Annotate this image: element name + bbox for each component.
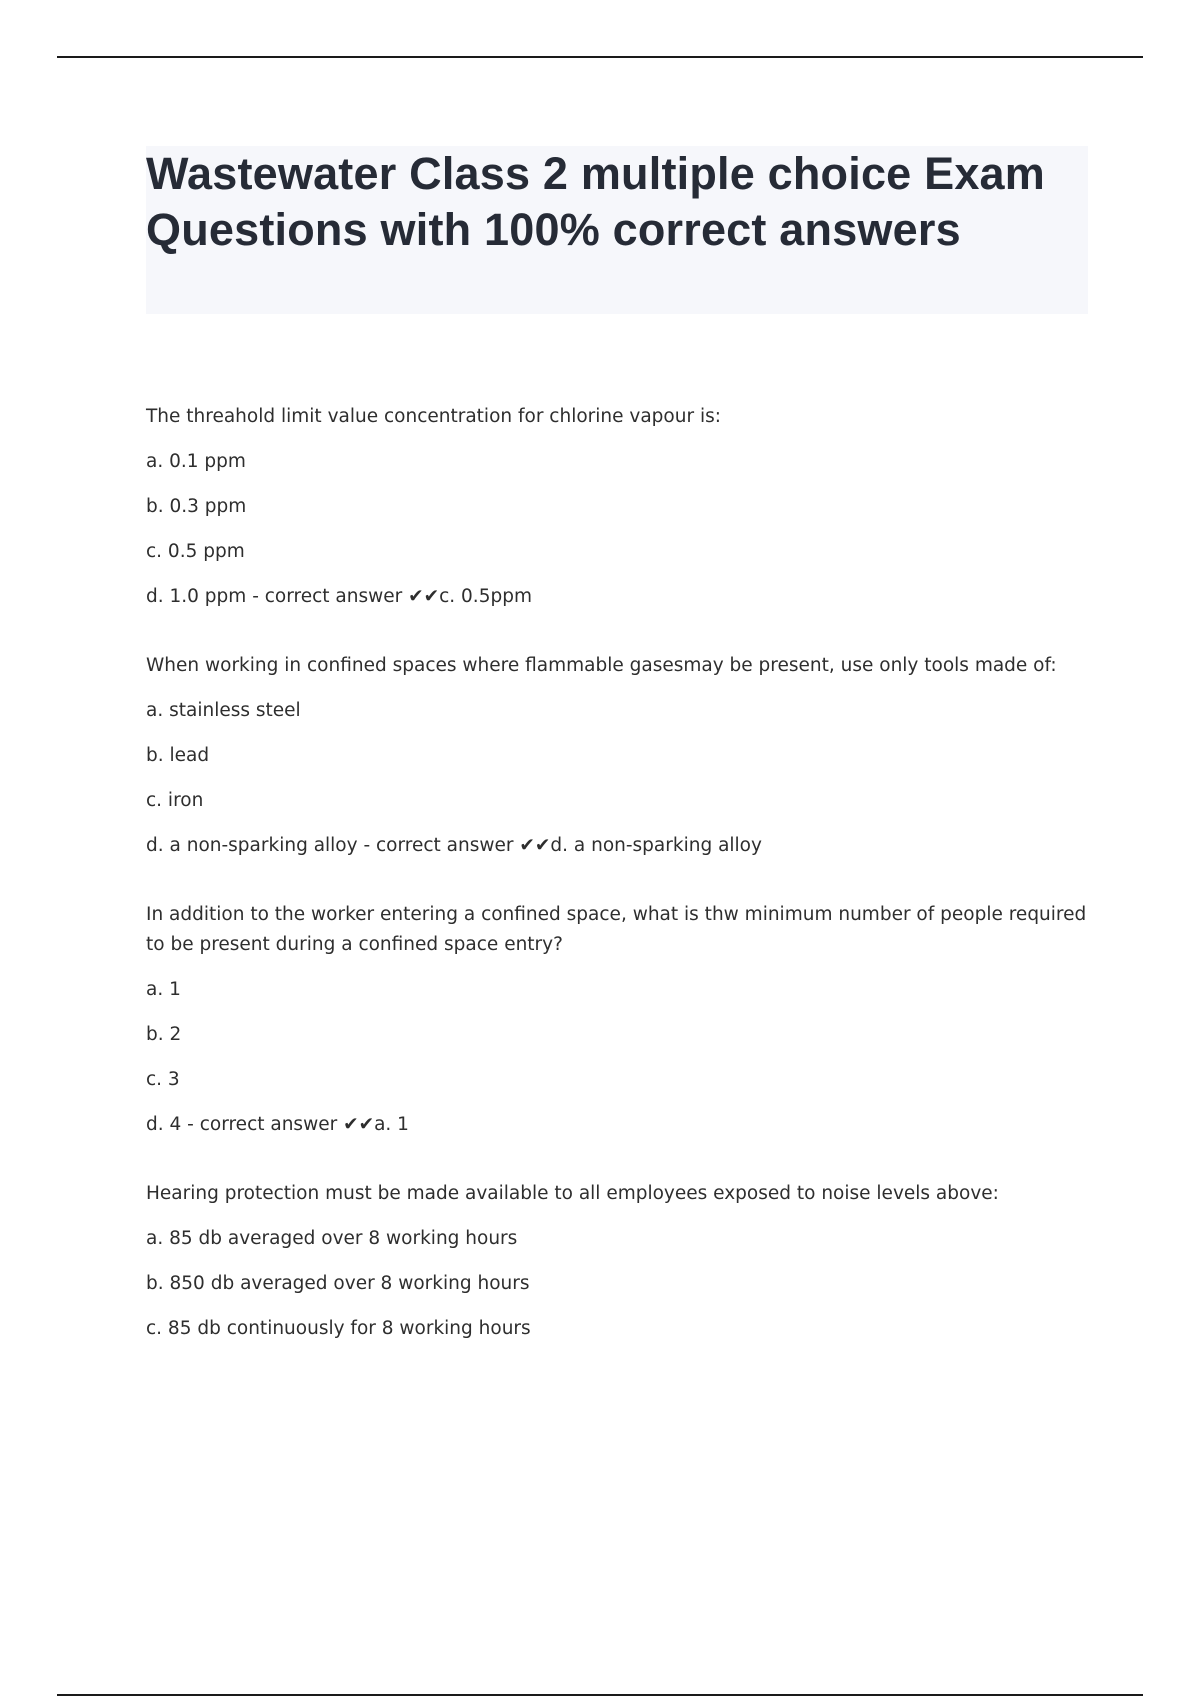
answer-option: b. 850 db averaged over 8 working hours [146,1273,530,1294]
answer-option-with-correct-answer: d. a non-sparking alloy - correct answer ✔✔d. a non-sparking alloy [146,835,762,856]
question-text: When working in confined spaces where flammable gasesmay be present, use only tools made of: [146,655,1057,676]
answer-option-with-correct-answer: d. 1.0 ppm - correct answer ✔✔c. 0.5ppm [146,586,532,607]
answer-option: c. 85 db continuously for 8 working hours [146,1318,531,1339]
question-block [146,1179,1096,1344]
question-block [146,900,1096,1140]
footer-rule [57,1694,1143,1696]
title-banner [146,146,1088,314]
document-title: Wastewater Class 2 multiple choice Exam Questions with 100% correct answers [146,148,1045,255]
answer-option: c. 3 [146,1069,180,1090]
answer-option: b. 0.3 ppm [146,496,247,517]
header-rule [57,56,1143,58]
question-text: The threahold limit value concentration for chlorine vapour is: [146,406,721,427]
question-text: In addition to the worker entering a confined space, what is thw minimum number of people required to be present during a confined space entry? [146,904,1087,955]
question-block [146,402,1096,612]
question-block [146,651,1096,861]
answer-option: a. 0.1 ppm [146,451,246,472]
answer-option: c. iron [146,790,204,811]
question-text: Hearing protection must be made available to all employees exposed to noise levels above: [146,1183,999,1204]
question-list [146,402,1096,1383]
answer-option: a. 1 [146,979,181,1000]
answer-option: b. lead [146,745,210,766]
answer-option-with-correct-answer: d. 4 - correct answer ✔✔a. 1 [146,1114,409,1135]
answer-option: c. 0.5 ppm [146,541,245,562]
answer-option: a. stainless steel [146,700,301,721]
answer-option: b. 2 [146,1024,182,1045]
answer-option: a. 85 db averaged over 8 working hours [146,1228,518,1249]
